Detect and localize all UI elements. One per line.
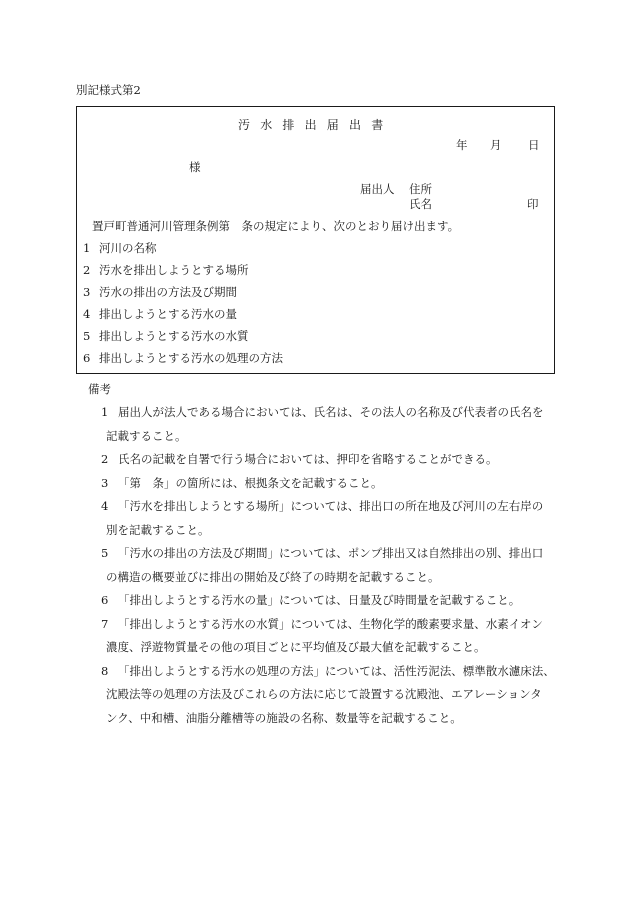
note-text-line: 「排出しようとする汚水の量」については、日量及び時間量を記載すること。 <box>118 593 521 607</box>
note-text-line: 「汚水を排出しようとする場所」については、排出口の所在地及び河川の左右岸の <box>118 499 544 513</box>
note-text-line: 「第 条」の箇所には、根拠条文を記載すること。 <box>118 476 383 490</box>
form-item-label: 排出しようとする汚水の水質 <box>99 329 249 343</box>
note-text-line: 別を記載すること。 <box>106 523 210 537</box>
note-text-line: の構造の概要並びに排出の開始及び終了の時期を記載すること。 <box>106 570 440 584</box>
note-text-line: 氏名の記載を自署で行う場合においては、押印を省略することができる。 <box>118 452 498 466</box>
form-item-number: 6 <box>83 351 91 365</box>
note-text-line: ンク、中和槽、油脂分離槽等の施設の名称、数量等を記載すること。 <box>106 711 462 725</box>
form-label: 別記様式第2 <box>76 83 141 97</box>
note-number: 7 <box>101 617 109 631</box>
form-item-label: 汚水を排出しようとする場所 <box>99 263 249 277</box>
note-text-line: 濃度、浮遊物質量その他の項目ごとに平均値及び最大値を記載すること。 <box>106 640 486 654</box>
form-title: 汚水排出届出書 <box>238 118 394 132</box>
note-number: 1 <box>101 405 109 419</box>
date-day: 日 <box>528 138 540 152</box>
form-item-label: 排出しようとする汚水の量 <box>99 307 237 321</box>
date-year: 年 <box>456 138 468 152</box>
form-item-number: 3 <box>83 285 91 299</box>
note-text-line: 「汚水の排出の方法及び期間」については、ポンプ排出又は自然排出の別、排出口 <box>118 546 544 560</box>
note-text-line: 「排出しようとする汚水の処理の方法」については、活性汚泥法、標準散水濾床法、 <box>118 664 555 678</box>
note-text-line: 沈殿法等の処理の方法及びこれらの方法に応じて設置する沈殿池、エアレーションタ <box>106 687 542 701</box>
note-text-line: 「排出しようとする汚水の水質」については、生物化学的酸素要求量、水素イオン <box>118 617 543 631</box>
notes-heading: 備考 <box>88 382 111 396</box>
form-item-label: 排出しようとする汚水の処理の方法 <box>99 351 283 365</box>
form-intro: 置戸町普通河川管理条例第 条の規定により、次のとおり届け出ます。 <box>92 219 460 233</box>
note-number: 2 <box>101 452 109 466</box>
note-number: 5 <box>101 546 109 560</box>
name-label: 氏名 <box>409 197 432 211</box>
note-number: 3 <box>101 476 109 490</box>
note-number: 8 <box>101 664 109 678</box>
form-item-number: 1 <box>83 241 91 255</box>
address-label: 住所 <box>409 182 432 196</box>
form-item-number: 5 <box>83 329 91 343</box>
note-number: 6 <box>101 593 109 607</box>
form-item-number: 2 <box>83 263 91 277</box>
note-number: 4 <box>101 499 109 513</box>
date-month: 月 <box>490 138 502 152</box>
addressee-suffix: 様 <box>189 160 201 174</box>
note-text-line: 記載すること。 <box>106 429 187 443</box>
form-item-label: 汚水の排出の方法及び期間 <box>99 285 237 299</box>
note-text-line: 届出人が法人である場合においては、氏名は、その法人の名称及び代表者の氏名を <box>118 405 544 419</box>
form-item-number: 4 <box>83 307 91 321</box>
notifier-label: 届出人 <box>360 182 395 196</box>
form-item-label: 河川の名称 <box>99 241 157 255</box>
seal-mark: 印 <box>527 197 539 211</box>
